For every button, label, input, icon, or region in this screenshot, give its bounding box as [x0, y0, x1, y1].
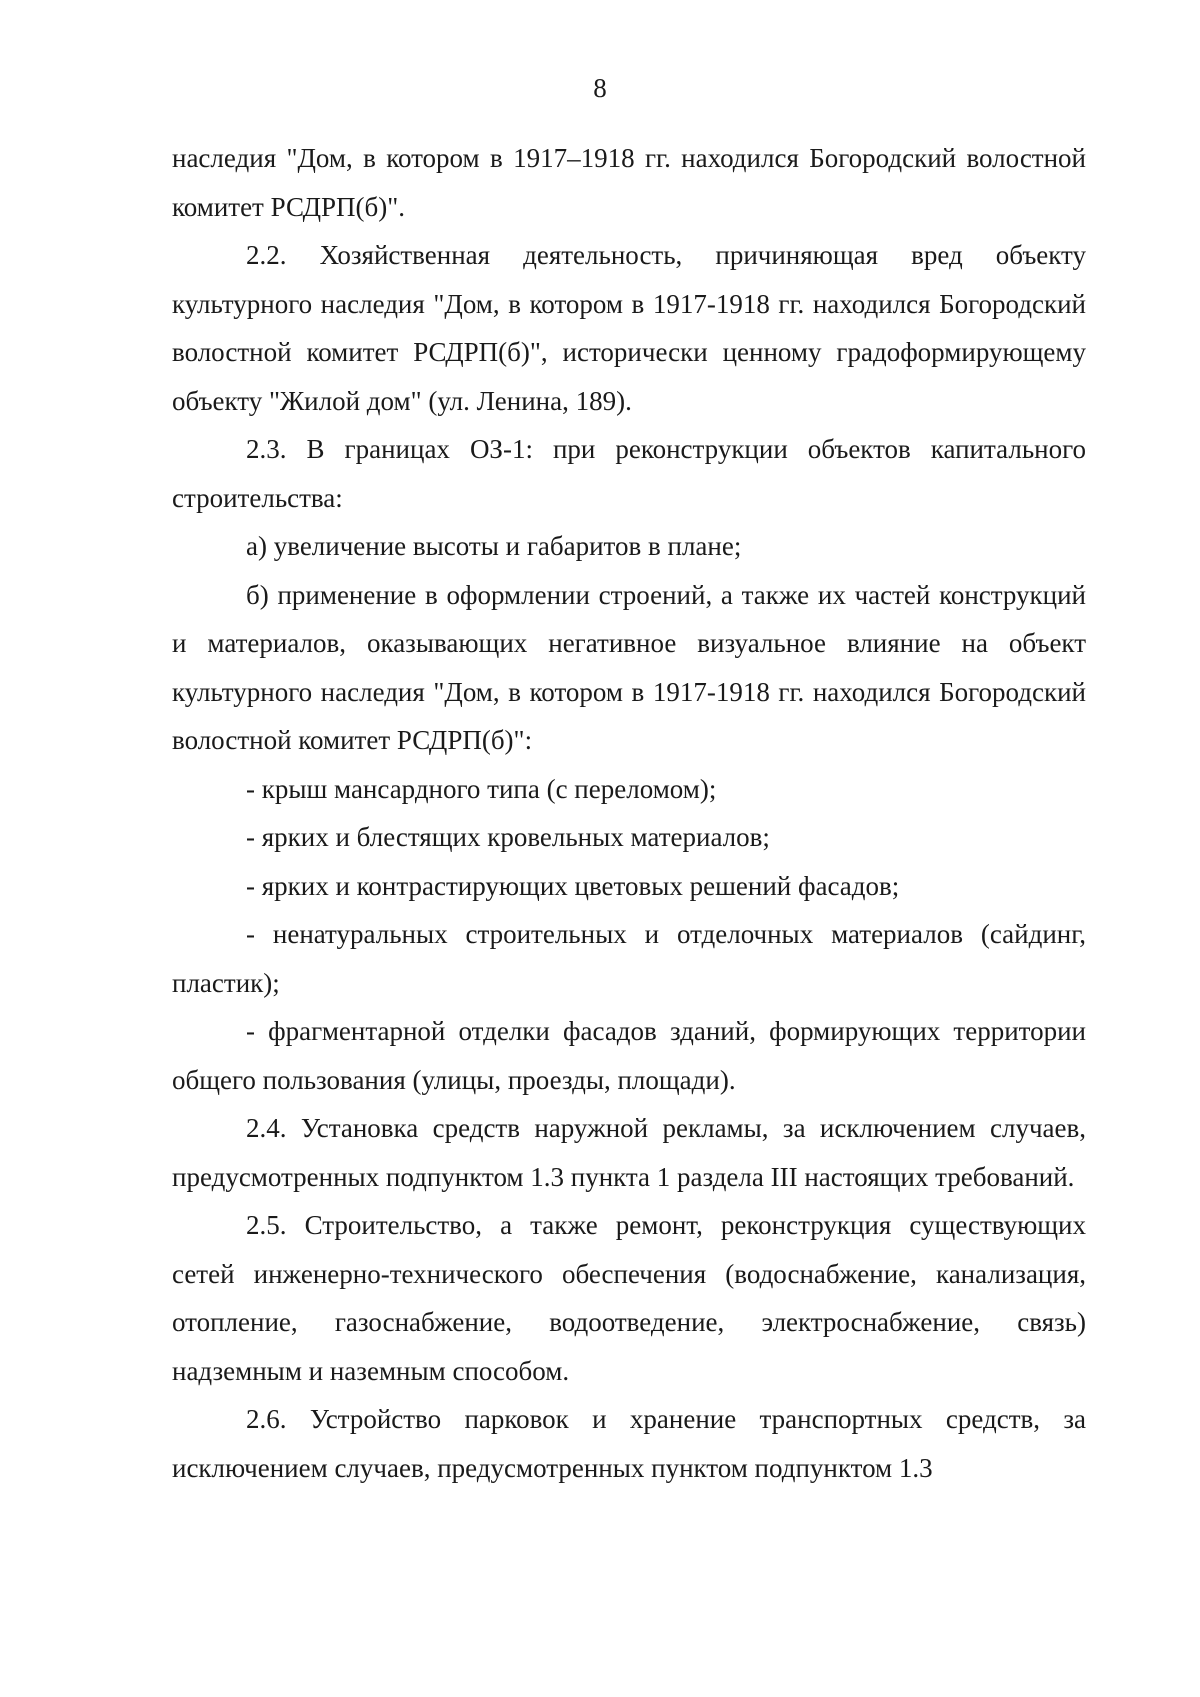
list-item-b: б) применение в оформлении строений, а также их частей конструкций и материалов, оказывающих негативное визуальное влияние на объект культурного наследия "Дом, в котором в 1917-1918 гг. находился Богородский волостной комитет РСДРП(б)": [172, 579, 1086, 755]
dash-item-artificial-materials: - ненатуральных строительных и отделочных материалов (сайдинг, пластик); [172, 919, 1086, 998]
document-body [172, 134, 1086, 1492]
paragraph-2-5: 2.5. Строительство, а также ремонт, реконструкция существующих сетей инженерно-технического обеспечения (водоснабжение, канализация, отопление, газоснабжение, водоотведение, электроснабжение, связь) надземным и наземным способом. [172, 1210, 1086, 1386]
paragraph-2-4: 2.4. Установка средств наружной рекламы, за исключением случаев, предусмотренных подпунктом 1.3 пункта 1 раздела III настоящих требований. [172, 1113, 1086, 1192]
paragraph-2-6: 2.6. Устройство парковок и хранение транспортных средств, за исключением случаев, предусмотренных пунктом подпунктом 1.3 [172, 1404, 1086, 1483]
dash-item-fragmentary-finish: - фрагментарной отделки фасадов зданий, формирующих территории общего пользования (улицы, проезды, площади). [172, 1016, 1086, 1095]
paragraph-2-2: 2.2. Хозяйственная деятельность, причиняющая вред объекту культурного наследия "Дом, в котором в 1917-1918 гг. находился Богородский волостной комитет РСДРП(б)", исторически ценному градоформирующему объекту "Жилой дом" (ул. Ленина, 189). [172, 240, 1086, 416]
dash-item-roof-materials: - ярких и блестящих кровельных материалов; [246, 822, 770, 852]
paragraph-2-3: 2.3. В границах ОЗ-1: при реконструкции объектов капитального строительства: [172, 434, 1086, 513]
dash-item-color-solutions: - ярких и контрастирующих цветовых решений фасадов; [246, 870, 900, 901]
paragraph-continuation: наследия "Дом, в котором в 1917–1918 гг. находился Богородский волостной комитет РСДРП(б)". [172, 143, 1086, 222]
list-item-a: а) увеличение высоты и габаритов в плане; [246, 531, 742, 561]
dash-item-roofs: - крыш мансардного типа (с переломом); [246, 773, 717, 804]
page-number: 8 [593, 73, 607, 103]
